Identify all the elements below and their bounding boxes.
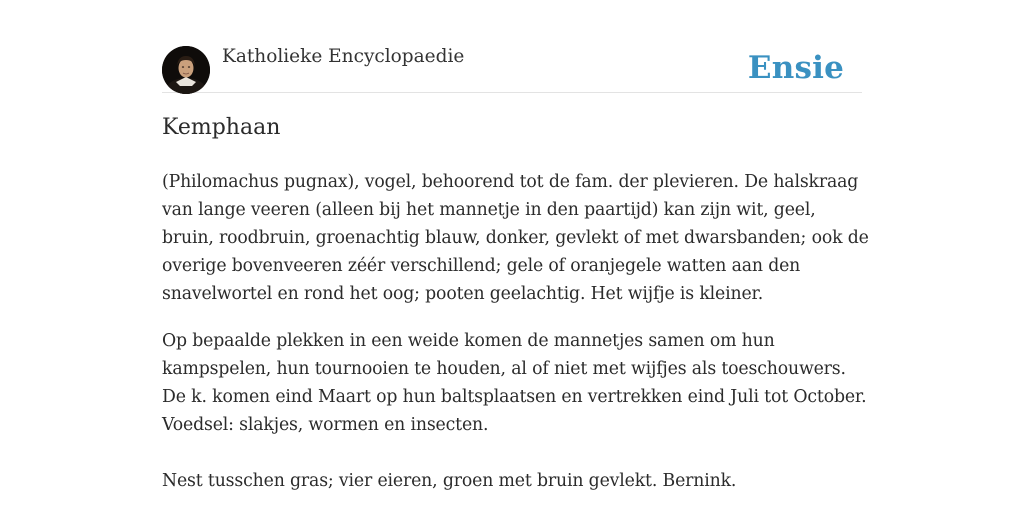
- paragraph-line: Op bepaalde plekken in een weide komen de mannetjes samen om hun: [162, 331, 775, 351]
- paragraph-line: (Philomachus pugnax), vogel, behoorend tot de fam. der plevieren. De halskraag: [162, 172, 859, 192]
- paragraph-line: overige bovenveeren zéér verschillend; gele of oranjegele watten aan den: [162, 256, 801, 276]
- paragraph-line: kampspelen, hun tournooien te houden, al of niet met wijfjes als toeschouwers.: [162, 359, 846, 379]
- article-title: Kemphaan: [162, 115, 281, 140]
- paragraph: [162, 467, 872, 495]
- brand-logo[interactable]: Ensie: [747, 50, 844, 86]
- paragraph: [162, 168, 872, 308]
- source-name[interactable]: Katholieke Encyclopaedie: [222, 46, 465, 67]
- header: [162, 40, 862, 93]
- paragraph-line: bruin, roodbruin, groenachtig blauw, donker, gevlekt of met dwarsbanden; ook de: [162, 228, 869, 248]
- paragraph-line: Nest tusschen gras; vier eieren, groen met bruin gevlekt. Bernink.: [162, 471, 737, 491]
- paragraph-line: Voedsel: slakjes, wormen en insecten.: [162, 415, 489, 435]
- paragraph-line: De k. komen eind Maart op hun baltsplaatsen en vertrekken eind Juli tot October.: [162, 387, 867, 407]
- paragraph: [162, 327, 872, 439]
- author-avatar[interactable]: [162, 46, 210, 94]
- portrait-icon: [162, 46, 210, 94]
- paragraph-line: van lange veeren (alleen bij het mannetje in den paartijd) kan zijn wit, geel,: [162, 200, 816, 220]
- paragraph-line: snavelwortel en rond het oog; pooten geelachtig. Het wijfje is kleiner.: [162, 284, 764, 304]
